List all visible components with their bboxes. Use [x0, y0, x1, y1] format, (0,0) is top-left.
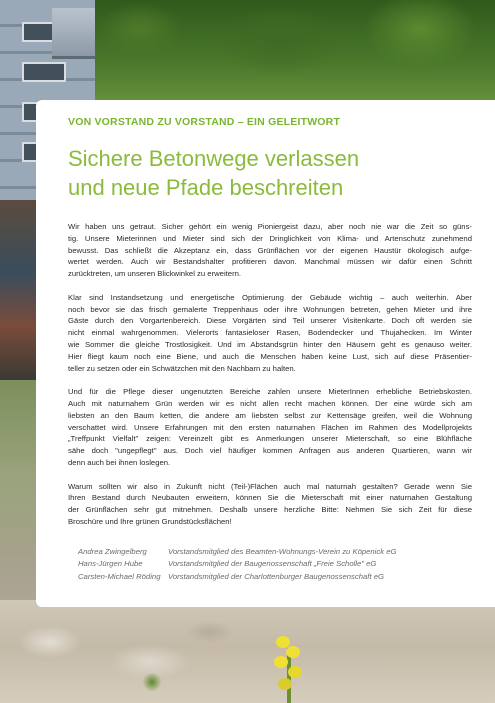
text-line: Wir haben uns getraut. Sicher gehört ein wenig Pioniergeist dazu, aber noch nie war die Zeit so güns-: [68, 222, 472, 231]
paragraph: [68, 221, 472, 280]
text-line: Broschüre und Ihre grünen Grundstücksflächen!: [68, 516, 232, 526]
text-line: bewusst. Das schließt die Akzeptanz ein, dass Grünflächen vor der eigenen Haustür ökologisch aufge-: [68, 245, 472, 255]
text-line: Warum sollten wir also in Zukunft nicht (Teil-)Flächen auch mal naturnah gestalten? Gerade wenn Sie: [68, 481, 472, 491]
text-line: „Treffpunkt Vielfalt" zeigen: Vereinzelt gibt es Anmerkungen unserer Mieterschaft, so eine Blühfläche: [68, 434, 472, 444]
signatory-name: Carsten-Michael Röding: [78, 571, 161, 581]
signatory-name: Hans-Jürgen Hube: [78, 559, 143, 569]
signature-row: [78, 558, 478, 570]
signatory-role: Vorstandsmitglied der Charlottenburger Baugenossenschaft eG: [168, 571, 384, 581]
text-line: wertet werden. Auch wir Bestandshalter profitieren davon. Manchmal müssen wir dafür einen Schritt: [68, 257, 472, 267]
paragraph: [68, 481, 472, 528]
text-line: Auch mit naturnahem Grün werden wir es nicht allen recht machen können. Der eine würde sich am: [68, 398, 472, 408]
article-body: [68, 221, 472, 540]
text-line: der Grünflächen sehr gut mitnehmen. Deshalb unsere herzliche Bitte: Nehmen Sie sich Zeit für diese: [68, 505, 472, 515]
foreword-panel: [36, 100, 495, 607]
text-line: Und für die Pflege dieser ungenutzten Bereiche zahlen unsere MieterInnen erhebliche Betriebskosten.: [68, 387, 472, 397]
signature-row: [78, 546, 478, 558]
paragraph: [68, 386, 472, 469]
balcony: [52, 8, 95, 59]
tree-canopy: [60, 0, 495, 110]
text-line: liebsten an den Baum ketten, die andere am liebsten selbst zur Kettensäge greifen, weil die Wohnung: [68, 410, 472, 420]
stones: [10, 612, 240, 692]
signatory-role: Vorstandsmitglied der Baugenossenschaft „Freie Scholle" eG: [168, 559, 377, 569]
text-line: verschattet wird. Unsere Erfahrungen mit den ersten naturnahen Flächen im Rahmen des Modellprojekts: [68, 422, 472, 432]
paragraph: [68, 292, 472, 375]
text-line: Hier fliegt kaum noch eine Biene, und auch die Menschen haben keine Lust, sich auf diese Präsentier-: [68, 351, 472, 361]
text-line: Gäste durch den Vorgartenbereich. Diese Vorgärten sind Teil unserer Visitenkarte. Doch oft werden sie: [68, 316, 472, 326]
title-line: und neue Pfade beschreiten: [68, 175, 344, 200]
signature-block: [78, 546, 478, 583]
page-title: [68, 144, 468, 202]
text-line: noch bevor sie das frisch gemalerte Treppenhaus oder ihre Wohnungen betreten, gehen Mieter und ihre: [68, 304, 472, 314]
text-line: Klar sind Instandsetzung und energetische Optimierung der Gebäude wichtig – auch weiterhin. Aber: [68, 292, 472, 302]
seedling: [140, 668, 164, 694]
text-line: denn auch bei ihnen loslegen.: [68, 457, 171, 467]
text-line: tig. Unsere Mieterinnen und Mieter sind sich der Dringlichkeit von Klima- und Artenschutz zunehmend: [68, 233, 472, 243]
text-line: nicht einmal wahrgenommen. Vielerorts fantasieloser Rasen, Bodendecker und Thujahecken. Im Winter: [68, 328, 472, 338]
signatory-role: Vorstandsmitglied des Beamten-Wohnungs-Verein zu Köpenick eG: [168, 547, 397, 556]
title-line: Sichere Betonwege verlassen: [68, 146, 360, 171]
text-line: wie Sommer die gleiche Trostlosigkeit. Und im Abstandsgrün hinter den Häusern geht es genauso weiter.: [68, 339, 472, 349]
yellow-flower: [266, 628, 312, 703]
text-line: sähe doch "ungepflegt" aus. Doch viel häufiger kommen Anfragen aus anderen Quartieren, wann wir: [68, 446, 472, 456]
section-kicker: VON VORSTAND ZU VORSTAND – EIN GELEITWORT: [68, 116, 341, 128]
signature-row: [78, 571, 478, 583]
text-line: teller zu setzen oder ein Schwätzchen mit den Nachbarn zu halten.: [68, 363, 296, 373]
text-line: Ihren Bestand durch Neubauten erweitern, können Sie die Mieterschaft mit einer naturnahen Gestaltung: [68, 493, 472, 503]
people-group: [0, 200, 40, 380]
text-line: zurücktreten, um unseren Blickwinkel zu erweitern.: [68, 269, 242, 279]
signatory-name: Andrea Zwingelberg: [78, 547, 147, 556]
